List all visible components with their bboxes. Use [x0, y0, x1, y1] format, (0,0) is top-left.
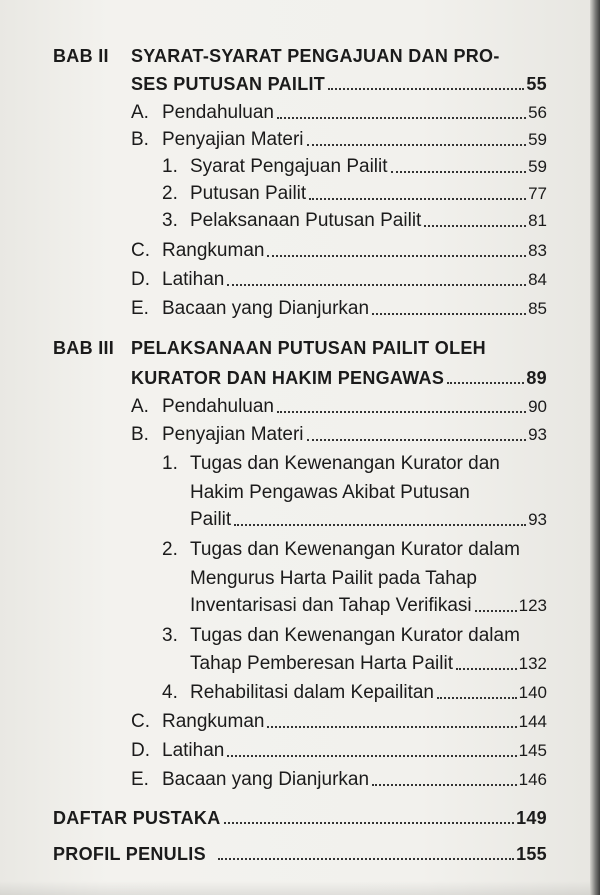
entry-text: Tahap Pemberesan Harta Pailit: [190, 653, 453, 674]
entry-page: 81: [528, 211, 547, 230]
toc-entry-3b1-line2[interactable]: [190, 481, 547, 505]
toc-entry-2b[interactable]: [131, 128, 547, 152]
chapter-2-heading-line1: [53, 44, 533, 68]
chapter-2-title-line1: SYARAT-SYARAT PENGAJUAN DAN PRO-: [131, 46, 500, 66]
entry-text: Bacaan yang Dianjurkan: [162, 769, 370, 790]
entry-page: 90: [528, 397, 547, 416]
entry-label: E.: [131, 769, 149, 790]
leader-dots: [267, 726, 516, 728]
entry-label: 3.: [162, 625, 178, 646]
entry-text: DAFTAR PUSTAKA: [53, 808, 221, 828]
entry-label: 2.: [162, 539, 178, 560]
entry-label: C.: [131, 240, 150, 261]
entry-text: Syarat Pengajuan Pailit: [190, 156, 388, 177]
chapter-3-heading-line2[interactable]: [131, 366, 547, 390]
entry-text: Inventarisasi dan Tahap Verifikasi: [190, 595, 472, 616]
leader-dots: [307, 439, 527, 441]
entry-text: Putusan Pailit: [190, 183, 307, 204]
entry-page: 93: [528, 425, 547, 444]
leader-dots: [424, 225, 526, 227]
toc-entry-daftar-pustaka[interactable]: [53, 806, 547, 830]
entry-label: 2.: [162, 183, 178, 204]
leader-dots: [267, 255, 526, 257]
entry-text: Mengurus Harta Pailit pada Tahap: [190, 568, 477, 589]
entry-page: 56: [528, 103, 547, 122]
toc-entry-2b1[interactable]: [162, 155, 547, 179]
leader-dots: [218, 858, 514, 860]
entry-page: 145: [518, 741, 547, 760]
toc-entry-3b[interactable]: [131, 423, 547, 447]
book-spine-edge: [590, 0, 600, 895]
entry-page: 155: [516, 844, 547, 864]
toc-entry-3b1-line1[interactable]: [162, 452, 547, 476]
entry-label: 1.: [162, 156, 178, 177]
chapter-2-page: 55: [526, 74, 547, 94]
entry-label: B.: [131, 129, 149, 150]
toc-entry-3b4[interactable]: [162, 681, 547, 705]
leader-dots: [227, 284, 526, 286]
entry-page: 93: [528, 510, 547, 529]
toc-entry-2a[interactable]: [131, 101, 547, 125]
entry-page: 59: [528, 157, 547, 176]
leader-dots: [307, 144, 527, 146]
toc-entry-3c[interactable]: [131, 710, 547, 734]
entry-text: Rangkuman: [162, 240, 265, 261]
toc-entry-2d[interactable]: [131, 268, 547, 292]
leader-dots: [227, 755, 516, 757]
entry-text: Rehabilitasi dalam Kepailitan: [190, 682, 434, 703]
entry-label: E.: [131, 298, 149, 319]
entry-label: 1.: [162, 453, 178, 474]
chapter-3-title-line1: PELAKSANAAN PUTUSAN PAILIT OLEH: [131, 338, 486, 358]
toc-entry-profil-penulis[interactable]: [53, 842, 547, 866]
entry-page: 132: [518, 654, 547, 673]
leader-dots: [277, 411, 526, 413]
leader-dots: [456, 668, 517, 670]
chapter-2-heading-line2[interactable]: [131, 72, 547, 96]
entry-text: Rangkuman: [162, 711, 265, 732]
entry-text: Latihan: [162, 740, 225, 761]
toc-entry-3b2-line3[interactable]: [190, 594, 547, 618]
entry-label: A.: [131, 102, 149, 123]
toc-entry-2e[interactable]: [131, 297, 547, 321]
entry-page: 149: [516, 808, 547, 828]
entry-label: 4.: [162, 682, 178, 703]
entry-page: 85: [528, 299, 547, 318]
entry-text: Tugas dan Kewenangan Kurator dalam: [190, 539, 520, 560]
entry-page: 123: [518, 596, 547, 615]
entry-label: C.: [131, 711, 150, 732]
chapter-2-title-line2: SES PUTUSAN PAILIT: [131, 74, 326, 94]
entry-text: Latihan: [162, 269, 225, 290]
chapter-3-title-line2: KURATOR DAN HAKIM PENGAWAS: [131, 368, 445, 388]
entry-page: 84: [528, 270, 547, 289]
entry-text: Pailit: [190, 509, 232, 530]
leader-dots: [372, 784, 517, 786]
toc-entry-2c[interactable]: [131, 239, 547, 263]
chapter-3-label: BAB III: [53, 338, 115, 358]
entry-text: PROFIL PENULIS: [53, 844, 206, 864]
leader-dots: [277, 117, 526, 119]
leader-dots: [437, 697, 517, 699]
entry-page: 140: [518, 683, 547, 702]
leader-dots: [372, 313, 526, 315]
toc-entry-3b3-line2[interactable]: [190, 652, 547, 676]
leader-dots: [224, 822, 515, 824]
entry-text: Pendahuluan: [162, 396, 274, 417]
entry-label: B.: [131, 424, 149, 445]
toc-entry-3a[interactable]: [131, 395, 547, 419]
entry-page: 83: [528, 241, 547, 260]
leader-dots: [475, 610, 517, 612]
entry-text: Pendahuluan: [162, 102, 274, 123]
page-shadow: [0, 881, 600, 895]
toc-entry-3e[interactable]: [131, 768, 547, 792]
toc-entry-2b3[interactable]: [162, 209, 547, 233]
entry-text: Pelaksanaan Putusan Pailit: [190, 210, 422, 231]
entry-text: Bacaan yang Dianjurkan: [162, 298, 370, 319]
toc-entry-2b2[interactable]: [162, 182, 547, 206]
leader-dots: [391, 171, 527, 173]
chapter-2-label: BAB II: [53, 46, 109, 66]
toc-entry-3b2-line1[interactable]: [162, 538, 547, 562]
toc-entry-3b2-line2[interactable]: [190, 567, 547, 591]
leader-dots: [328, 88, 524, 90]
entry-page: 144: [518, 712, 547, 731]
chapter-3-heading-line1: [53, 336, 533, 360]
entry-text: Penyajian Materi: [162, 129, 304, 150]
entry-page: 77: [528, 184, 547, 203]
toc-entry-3b3-line1[interactable]: [162, 624, 547, 648]
entry-text: Tugas dan Kewenangan Kurator dalam: [190, 625, 520, 646]
entry-page: 59: [528, 130, 547, 149]
entry-text: Tugas dan Kewenangan Kurator dan: [190, 453, 500, 474]
entry-label: D.: [131, 269, 150, 290]
toc-entry-3b1-line3[interactable]: [190, 508, 547, 532]
entry-text: Hakim Pengawas Akibat Putusan: [190, 482, 470, 503]
entry-label: A.: [131, 396, 149, 417]
leader-dots: [309, 198, 526, 200]
toc-entry-3d[interactable]: [131, 739, 547, 763]
leader-dots: [234, 524, 526, 526]
entry-label: 3.: [162, 210, 178, 231]
leader-dots: [447, 382, 524, 384]
chapter-3-page: 89: [526, 368, 547, 388]
entry-page: 146: [518, 770, 547, 789]
entry-label: D.: [131, 740, 150, 761]
entry-text: Penyajian Materi: [162, 424, 304, 445]
